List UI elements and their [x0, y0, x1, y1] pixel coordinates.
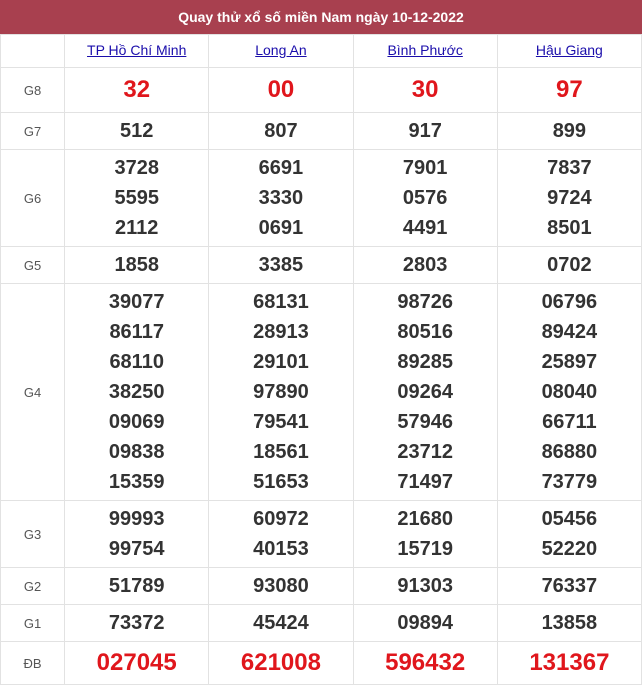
prize-row	[1, 605, 642, 642]
prize-number: 97890	[253, 381, 309, 403]
prize-number: 1858	[114, 254, 159, 276]
prize-number: 73372	[108, 612, 165, 634]
prize-row	[1, 247, 642, 284]
province-link-hcm[interactable]: TP Hồ Chí Minh	[87, 42, 187, 58]
results-table	[0, 34, 642, 685]
prize-number: 917	[408, 120, 442, 142]
prize-number: 6691	[258, 157, 304, 179]
province-header-cell	[65, 35, 209, 68]
prize-cell	[209, 284, 353, 501]
prize-number: 29101	[253, 351, 309, 373]
province-header-cell	[497, 35, 641, 68]
province-link-hau-giang[interactable]: Hậu Giang	[535, 42, 603, 58]
prize-number: 7901	[402, 157, 448, 179]
prize-cell	[353, 605, 497, 642]
prize-label: G7	[1, 113, 65, 150]
prize-number: 06796	[541, 291, 598, 313]
prize-cell	[353, 568, 497, 605]
prize-number: 7837	[547, 157, 592, 179]
prize-cell	[497, 150, 641, 247]
prize-number: 76337	[541, 575, 598, 597]
prize-number: 8501	[547, 217, 592, 239]
prize-cell	[497, 68, 641, 113]
prize-number: 5595	[114, 187, 159, 209]
prize-number: 3728	[114, 157, 159, 179]
prize-row	[1, 642, 642, 685]
prize-number: 80516	[397, 321, 453, 343]
prize-cell	[353, 284, 497, 501]
prize-number: 09264	[397, 381, 453, 403]
prize-number: 89285	[397, 351, 453, 373]
prize-label: G4	[1, 284, 65, 501]
prize-cell	[209, 568, 353, 605]
prize-cell	[209, 68, 353, 113]
prize-cell	[497, 284, 641, 501]
prize-cell	[497, 568, 641, 605]
prize-number: 23712	[397, 441, 453, 463]
prize-number: 131367	[529, 649, 610, 676]
prize-number: 596432	[385, 649, 466, 676]
prize-number: 66711	[542, 411, 597, 433]
prize-cell	[65, 568, 209, 605]
prize-number: 899	[552, 120, 587, 142]
prize-cell	[65, 501, 209, 568]
prize-number: 93080	[253, 575, 309, 597]
prize-cell	[353, 501, 497, 568]
prize-label: G5	[1, 247, 65, 284]
prize-number: 09838	[108, 441, 165, 463]
prize-number: 0691	[258, 217, 304, 239]
header-empty-cell	[1, 35, 65, 68]
prize-number: 9724	[547, 187, 592, 209]
prize-cell	[209, 150, 353, 247]
prize-cell	[497, 501, 641, 568]
prize-row	[1, 150, 642, 247]
prize-number: 68110	[109, 351, 164, 373]
prize-number: 28913	[253, 321, 309, 343]
prize-label: G3	[1, 501, 65, 568]
prize-cell	[497, 605, 641, 642]
prize-number: 0702	[547, 254, 592, 276]
prize-cell	[353, 642, 497, 685]
province-link-long-an[interactable]: Long An	[255, 42, 307, 58]
prize-cell	[65, 605, 209, 642]
prize-number: 57946	[397, 411, 453, 433]
prize-label: G8	[1, 68, 65, 113]
prize-number: 39077	[108, 291, 165, 313]
prize-number: 40153	[253, 538, 309, 560]
prize-cell	[65, 247, 209, 284]
prize-number: 3385	[258, 254, 304, 276]
prize-cell	[353, 68, 497, 113]
prize-number: 45424	[253, 612, 309, 634]
prize-number: 512	[120, 120, 154, 142]
prize-number: 13858	[541, 612, 598, 634]
prize-number: 99993	[108, 508, 165, 530]
prize-number: 4491	[402, 217, 448, 239]
prize-number: 09069	[108, 411, 165, 433]
prize-number: 60972	[253, 508, 309, 530]
province-header-cell	[353, 35, 497, 68]
prize-cell	[65, 284, 209, 501]
prize-number: 09894	[397, 612, 453, 634]
prize-label: G6	[1, 150, 65, 247]
prize-number: 0576	[402, 187, 448, 209]
prize-number: 91303	[397, 575, 453, 597]
prize-number: 99754	[108, 538, 165, 560]
prize-cell	[209, 501, 353, 568]
prize-row	[1, 284, 642, 501]
prize-cell	[65, 642, 209, 685]
page-title: Quay thử xổ số miền Nam ngày 10-12-2022	[0, 0, 642, 34]
prize-cell	[497, 247, 641, 284]
prize-number: 51653	[253, 471, 309, 493]
prize-number: 621008	[240, 649, 321, 676]
prize-number: 15719	[397, 538, 453, 560]
prize-number: 3330	[258, 187, 304, 209]
prize-cell	[209, 113, 353, 150]
prize-cell	[209, 605, 353, 642]
prize-cell	[497, 642, 641, 685]
prize-number: 05456	[541, 508, 598, 530]
prize-number: 71497	[397, 471, 453, 493]
prize-label: ĐB	[1, 642, 65, 685]
prize-cell	[353, 113, 497, 150]
prize-number: 86880	[541, 441, 598, 463]
prize-row	[1, 501, 642, 568]
prize-number: 30	[411, 76, 439, 103]
prize-number: 38250	[108, 381, 165, 403]
prize-number: 86117	[109, 321, 164, 343]
prize-label: G1	[1, 605, 65, 642]
prize-number: 21680	[397, 508, 453, 530]
prize-number: 18561	[253, 441, 309, 463]
prize-number: 15359	[108, 471, 165, 493]
prize-number: 79541	[253, 411, 309, 433]
prize-number: 51789	[108, 575, 165, 597]
province-header-cell	[209, 35, 353, 68]
province-header-row	[1, 35, 642, 68]
prize-cell	[497, 113, 641, 150]
prize-number: 32	[123, 76, 151, 103]
prize-number: 98726	[397, 291, 453, 313]
prize-row	[1, 68, 642, 113]
prize-cell	[353, 247, 497, 284]
prize-row	[1, 568, 642, 605]
prize-number: 00	[267, 76, 295, 103]
prize-cell	[65, 68, 209, 113]
prize-number: 2112	[115, 217, 159, 239]
prize-number: 97	[556, 76, 583, 103]
prize-number: 2803	[402, 254, 448, 276]
prize-cell	[209, 247, 353, 284]
province-link-binh-phuoc[interactable]: Bình Phước	[387, 42, 463, 58]
prize-number: 25897	[541, 351, 598, 373]
prize-number: 52220	[541, 538, 598, 560]
prize-row	[1, 113, 642, 150]
prize-cell	[65, 150, 209, 247]
prize-number: 68131	[253, 291, 309, 313]
prize-cell	[353, 150, 497, 247]
prize-number: 08040	[541, 381, 598, 403]
prize-number: 027045	[96, 649, 177, 676]
prize-number: 89424	[541, 321, 598, 343]
prize-number: 73779	[541, 471, 598, 493]
prize-cell	[209, 642, 353, 685]
prize-label: G2	[1, 568, 65, 605]
prize-number: 807	[264, 120, 298, 142]
prize-cell	[65, 113, 209, 150]
